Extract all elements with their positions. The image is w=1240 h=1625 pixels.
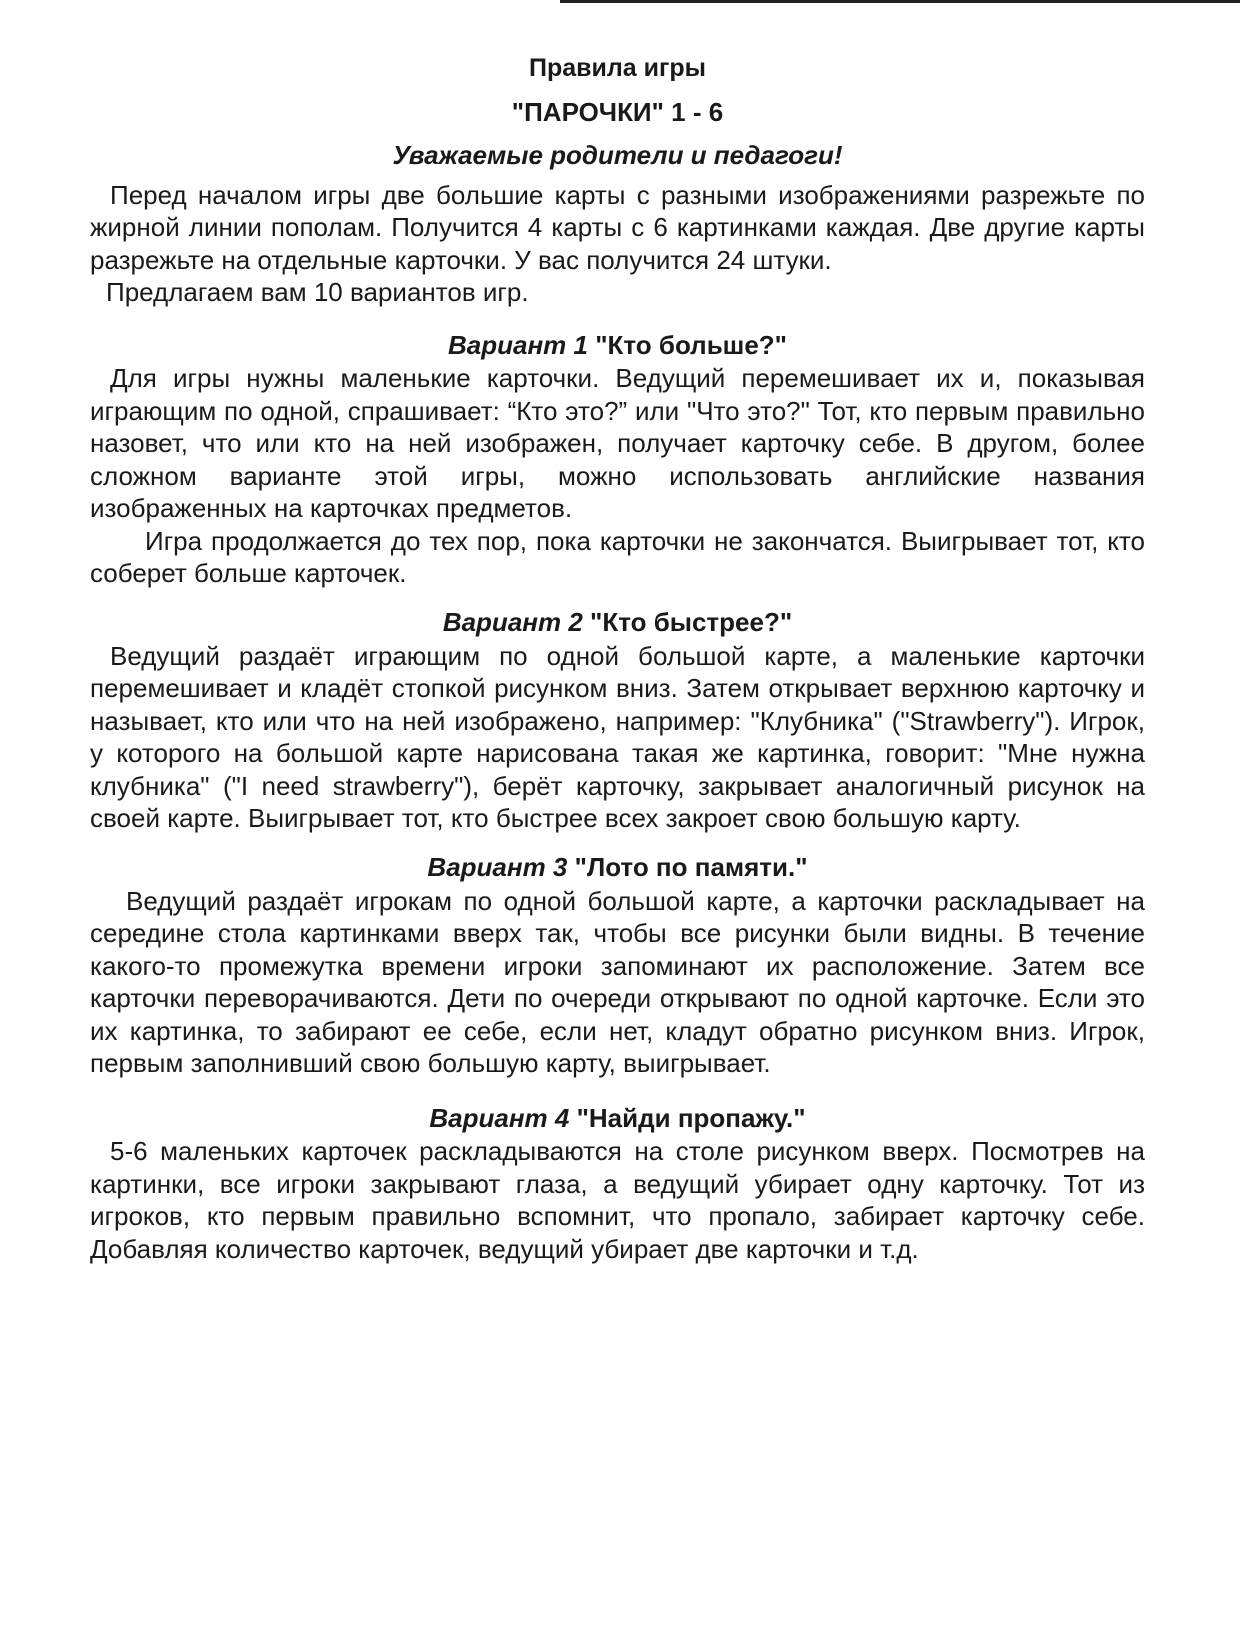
variant-3-heading (90, 851, 1145, 885)
variant-label: Вариант 2 (442, 606, 583, 637)
variant-1-heading (90, 329, 1145, 363)
variant-4-paragraph: 5-6 маленьких карточек раскладываются на столе рисунком вверх. Посмотрев на картинки, все игроки закрывают глаза, а ведущий убирает одну карточку. Тот из игроков, кто первым правильно вспомнит, что пропало, забирает карточку себе. Добавляя количество карточек, ведущий убирает две карточки и т.д. (90, 1136, 1145, 1264)
variant-1-paragraph: Игра продолжается до тех пор, пока карточки не закончатся. Выигрывает тот, кто соберет больше карточек. (90, 525, 1145, 589)
variant-label: Вариант 3 (427, 851, 568, 882)
title-line-1: Правила игры (528, 54, 706, 82)
variant-name: "Лото по памяти." (574, 851, 808, 882)
variant-name: "Найди пропажу." (576, 1102, 806, 1133)
top-edge-rule (560, 0, 1240, 3)
variant-1-paragraph: Для игры нужны маленькие карточки. Ведущий перемешивает их и, показывая играющим по одной, спрашивает: “Кто это?” или "Что это?" Тот, кто первым правильно назовет, что или кто на ней изображен, получает карточку себе. В другом, более сложном варианте этой игры, можно использовать английские названия изображенных на карточках предметов. (90, 363, 1145, 524)
variant-4-heading (90, 1102, 1145, 1136)
variant-2-paragraph: Ведущий раздаёт играющим по одной большой карте, а маленькие карточки перемешивает и кладёт стопкой рисунком вниз. Затем открывает верхнюю карточку и называет, кто или что на ней изображено, например: "Клубника" ("Strawberry"). Игрок, у которого на большой карте нарисована такая же картинка, говорит: "Мне нужна клубника" ("I need strawberry"), берёт карточку, закрывает аналогичный рисунок на своей карте. Выигрывает тот, кто быстрее всех закроет свою большую карту. (90, 640, 1145, 834)
greeting: Уважаемые родители и педагоги! (392, 139, 843, 170)
document-page (90, 52, 1145, 1265)
intro-paragraph: Перед началом игры две большие карты с разными изображениями разрежьте по жирной линии пополам. Получится 4 карты с 6 картинками каждая. Две другие карты разрежьте на отдельные карточки. У вас получится 24 штуки. (90, 179, 1145, 275)
variant-3-paragraph: Ведущий раздаёт игрокам по одной большой карте, а карточки раскладывает на середине стола картинками вверх так, чтобы все рисунки были видны. В течение какого-то промежутка времени игроки запоминают их расположение. Затем все карточки переворачиваются. Дети по очереди открывают по одной карточке. Если это их картинка, то забирают ее себе, если нет, кладут обратно рисунком вниз. Игрок, первым заполнивший свою большую карту, выигрывает. (90, 885, 1145, 1079)
variant-label: Вариант 4 (429, 1102, 570, 1133)
variant-name: "Кто больше?" (595, 329, 788, 360)
variant-label: Вариант 1 (447, 329, 588, 360)
variant-name: "Кто быстрее?" (590, 606, 793, 637)
intro-paragraph: Предлагаем вам 10 вариантов игр. (106, 277, 529, 308)
title-line-2: "ПАРОЧКИ" 1 - 6 (511, 96, 724, 127)
variant-2-heading (90, 606, 1145, 640)
